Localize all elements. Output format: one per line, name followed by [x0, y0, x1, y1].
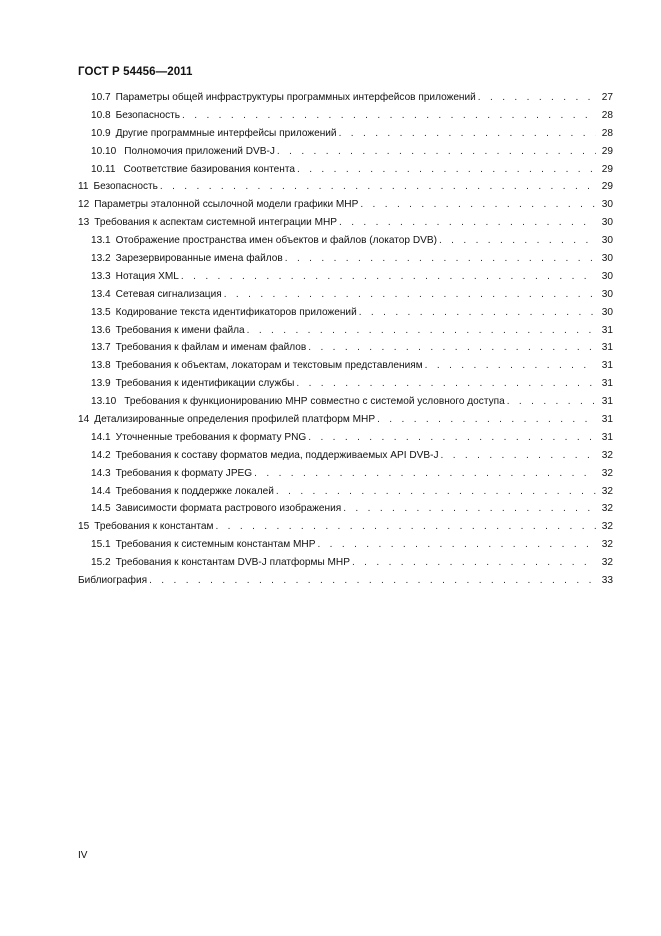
toc-entry-page: 30 — [601, 270, 613, 282]
toc-dot-leader — [478, 92, 596, 103]
toc-entry-title: Соответствие базирования контента — [123, 163, 295, 175]
toc-entry-number: 14.4 — [91, 485, 111, 497]
toc-entry-page: 29 — [601, 181, 613, 193]
toc-entry-page: 33 — [601, 575, 613, 587]
toc-entry-title: Библиография — [78, 575, 148, 587]
toc-dot-leader — [360, 199, 596, 210]
toc-entry-page: 32 — [601, 557, 613, 569]
toc-entry-title: Зависимости формата растрового изображения — [115, 503, 342, 515]
toc-entry-number: 13.8 — [91, 360, 111, 372]
toc-dot-leader — [352, 557, 596, 568]
toc-entry — [78, 503, 613, 521]
toc-entry-number: 14.2 — [91, 449, 111, 461]
toc-entry-number: 10.7 — [91, 92, 111, 103]
toc-entry-title: Зарезервированные имена файлов — [115, 253, 283, 265]
toc-entry-number: 10.11 — [91, 163, 116, 175]
toc-entry-title: Требования к составу форматов медиа, поддерживаемых API DVB-J — [115, 449, 439, 461]
toc-entry-title: Требования к файлам и именам файлов — [115, 342, 307, 354]
toc-entry-number: 11 — [78, 181, 89, 193]
toc-entry-title: Кодирование текста идентификаторов приложений — [115, 306, 357, 318]
toc-entry-page: 30 — [601, 288, 613, 300]
toc-entry-page: 32 — [601, 539, 613, 551]
toc-entry-page: 29 — [601, 163, 613, 175]
toc-entry-title: Требования к аспектам системной интеграции МНР — [94, 217, 338, 229]
toc-entry-title: Требования к поддержке локалей — [115, 485, 274, 497]
toc-entry-page: 32 — [601, 521, 613, 533]
toc-entry — [78, 128, 613, 146]
toc-dot-leader — [254, 468, 596, 479]
toc-entry-title: Требования к системным константам МНР — [115, 539, 316, 551]
toc-entry — [78, 92, 613, 110]
toc-dot-leader — [247, 325, 596, 336]
page-number: IV — [78, 850, 88, 861]
toc-entry-title: Нотация XML — [115, 270, 179, 282]
toc-dot-leader — [425, 360, 596, 371]
toc-entry — [78, 271, 613, 289]
toc-entry-page: 29 — [601, 145, 613, 157]
toc-entry-page: 31 — [601, 431, 613, 443]
toc-entry-title: Требования к объектам, локаторам и текстовым представлениям — [115, 360, 423, 372]
toc-dot-leader — [317, 539, 596, 550]
toc-entry — [78, 378, 613, 396]
toc-entry — [78, 468, 613, 486]
toc-dot-leader — [277, 146, 596, 157]
toc-entry — [78, 325, 613, 343]
toc-entry-number: 13.1 — [91, 235, 111, 247]
toc-entry-number: 10.9 — [91, 127, 111, 139]
toc-entry-number: 15.1 — [91, 539, 111, 551]
toc-entry — [78, 342, 613, 360]
table-of-contents — [78, 92, 613, 593]
toc-dot-leader — [224, 289, 596, 300]
toc-entry-page: 32 — [601, 467, 613, 479]
toc-entry-number: 14.1 — [91, 431, 111, 443]
toc-entry-title: Отображение пространства имен объектов и файлов (локатор DVB) — [115, 235, 437, 247]
toc-dot-leader — [215, 521, 596, 532]
toc-entry — [78, 396, 613, 414]
toc-entry-number: 10.8 — [91, 109, 111, 121]
toc-entry-title: Безопасность — [115, 109, 181, 121]
toc-entry-title: Требования к формату JPEG — [115, 467, 253, 479]
toc-entry-title: Детализированные определения профилей платформ МНР — [94, 414, 376, 426]
toc-entry — [78, 289, 613, 307]
toc-entry — [78, 539, 613, 557]
toc-entry-number: 13.2 — [91, 253, 111, 265]
toc-entry-number: 15 — [78, 521, 90, 533]
toc-entry — [78, 164, 613, 182]
toc-entry — [78, 235, 613, 253]
toc-entry — [78, 450, 613, 468]
toc-entry-number: 15.2 — [91, 557, 111, 569]
toc-dot-leader — [160, 181, 596, 192]
toc-dot-leader — [308, 432, 596, 443]
toc-entry-number: 10.10 — [91, 145, 117, 157]
toc-dot-leader — [339, 128, 596, 139]
toc-entry-title: Требования к имени файла — [115, 324, 245, 336]
toc-entry-title: Другие программные интерфейсы приложений — [115, 127, 337, 139]
toc-entry-page: 30 — [601, 253, 613, 265]
toc-dot-leader — [285, 253, 596, 264]
toc-entry — [78, 307, 613, 325]
toc-entry-page: 31 — [601, 378, 613, 390]
toc-entry-page: 28 — [601, 109, 613, 121]
toc-entry — [78, 217, 613, 235]
toc-entry-page: 31 — [601, 396, 613, 408]
toc-entry — [78, 432, 613, 450]
toc-dot-leader — [359, 307, 596, 318]
toc-dot-leader — [182, 110, 596, 121]
toc-entry-number: 13.4 — [91, 288, 111, 300]
toc-entry-page: 31 — [601, 360, 613, 372]
toc-entry — [78, 181, 613, 199]
toc-entry-page: 32 — [601, 503, 613, 515]
toc-entry-title: Полномочия приложений DVB-J — [124, 145, 275, 157]
toc-entry-number: 13.5 — [91, 306, 111, 318]
toc-entry — [78, 199, 613, 217]
toc-dot-leader — [149, 575, 596, 586]
toc-dot-leader — [276, 486, 596, 497]
toc-dot-leader — [181, 271, 596, 282]
toc-entry-number: 12 — [78, 199, 90, 211]
toc-entry — [78, 557, 613, 575]
toc-entry-page: 32 — [601, 485, 613, 497]
toc-entry-page: 30 — [601, 217, 613, 229]
toc-entry-page: 31 — [601, 324, 613, 336]
toc-entry-title: Параметры эталонной ссылочной модели графики МНР — [94, 199, 359, 211]
toc-dot-leader — [439, 235, 596, 246]
toc-entry — [78, 253, 613, 271]
toc-entry-number: 14.5 — [91, 503, 111, 515]
toc-entry-page: 28 — [601, 127, 613, 139]
toc-dot-leader — [507, 396, 596, 407]
toc-entry — [78, 360, 613, 378]
toc-entry-number: 13.9 — [91, 378, 111, 390]
toc-entry — [78, 110, 613, 128]
toc-entry-title: Уточненные требования к формату PNG — [115, 431, 307, 443]
toc-entry — [78, 521, 613, 539]
toc-entry — [78, 414, 613, 432]
toc-entry-number: 13.6 — [91, 324, 111, 336]
toc-dot-leader — [441, 450, 596, 461]
toc-entry-title: Требования к функционированию МНР совместно с системой условного доступа — [124, 396, 505, 408]
toc-entry-number: 13.10 — [91, 396, 117, 408]
toc-entry — [78, 575, 613, 593]
toc-entry-title: Требования к константам — [94, 521, 214, 533]
document-header: ГОСТ Р 54456—2011 — [78, 66, 193, 78]
toc-entry-page: 30 — [601, 199, 613, 211]
toc-dot-leader — [377, 414, 596, 425]
toc-dot-leader — [297, 164, 596, 175]
toc-entry-title: Параметры общей инфраструктуры программных интерфейсов приложений — [115, 92, 476, 103]
toc-entry-title: Требования к идентификации службы — [115, 378, 295, 390]
toc-entry-number: 14.3 — [91, 467, 111, 479]
toc-entry-number: 13.3 — [91, 270, 111, 282]
toc-entry-title: Требования к константам DVB-J платформы МНР — [115, 557, 350, 569]
toc-dot-leader — [339, 217, 596, 228]
toc-entry-page: 31 — [601, 342, 613, 354]
toc-entry-number: 13.7 — [91, 342, 111, 354]
toc-entry-title: Безопасность — [93, 181, 158, 193]
toc-entry-page: 31 — [601, 414, 613, 426]
toc-entry-page: 27 — [601, 92, 613, 103]
toc-dot-leader — [296, 378, 596, 389]
toc-entry-number: 14 — [78, 414, 90, 426]
toc-entry-page: 30 — [601, 235, 613, 247]
toc-entry-number: 13 — [78, 217, 90, 229]
toc-entry-title: Сетевая сигнализация — [115, 288, 222, 300]
toc-entry — [78, 486, 613, 504]
toc-entry — [78, 146, 613, 164]
toc-entry-page: 32 — [601, 449, 613, 461]
toc-dot-leader — [343, 503, 596, 514]
toc-entry-page: 30 — [601, 306, 613, 318]
toc-dot-leader — [308, 342, 596, 353]
